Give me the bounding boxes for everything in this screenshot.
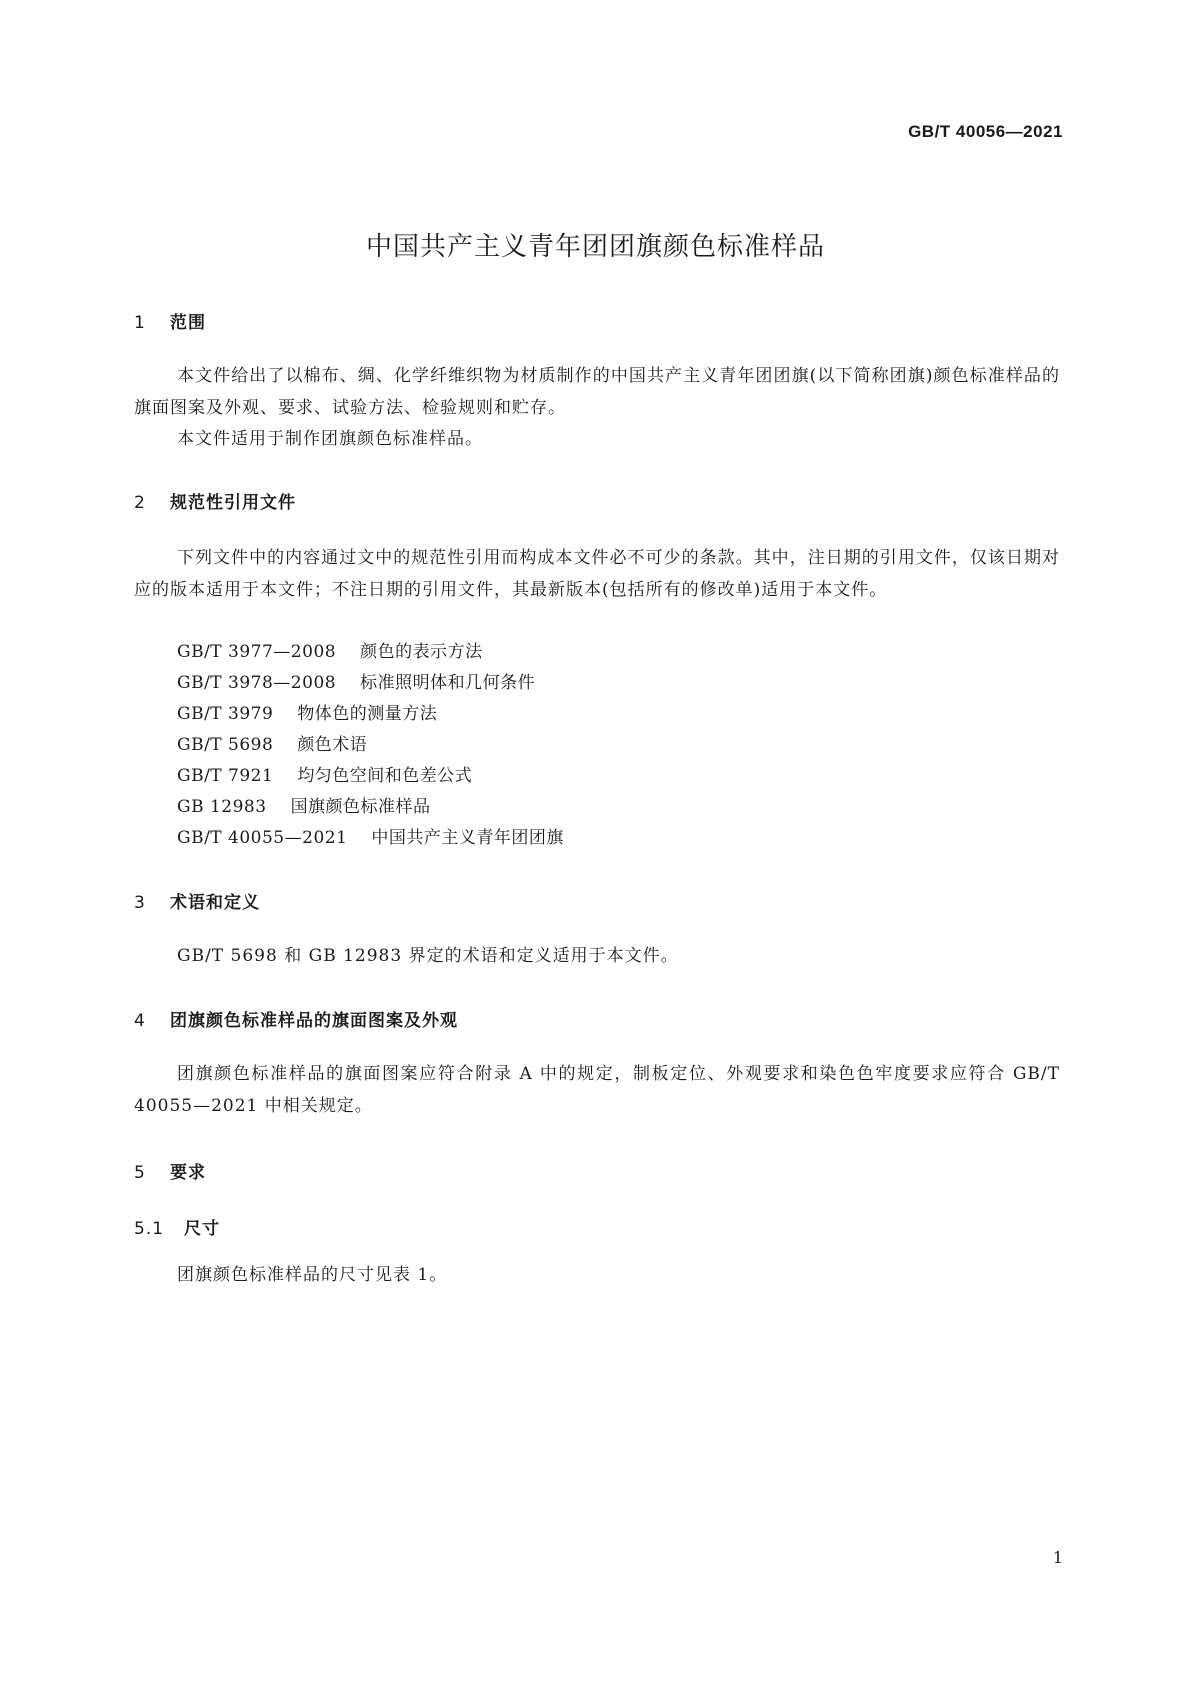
- standard-code: GB/T 40056—2021: [908, 122, 1063, 141]
- section-3-paragraph: GB/T 5698 和 GB 12983 界定的术语和定义适用于本文件。: [177, 946, 679, 966]
- section-4-paragraph: 团旗颜色标准样品的旗面图案应符合附录 A 中的规定，制板定位、外观要求和染色色牢度要求应符合 GB/T 40055—2021 中相关规定。: [134, 1064, 1060, 1116]
- reference-code: GB/T 5698: [177, 735, 274, 755]
- reference-title: 国旗颜色标准样品: [290, 797, 431, 817]
- reference-title: 中国共产主义青年团团旗: [371, 828, 564, 848]
- reference-item: [177, 636, 483, 668]
- section-4-heading: [134, 1006, 458, 1031]
- section-title: 团旗颜色标准样品的旗面图案及外观: [170, 1011, 458, 1031]
- document-title: 中国共产主义青年团团旗颜色标准样品: [365, 232, 825, 262]
- reference-title: 均匀色空间和色差公式: [297, 766, 473, 786]
- section-2-heading: [134, 488, 296, 513]
- section-number: 5.1: [134, 1219, 165, 1239]
- section-1-paragraph-1: 本文件给出了以棉布、绸、化学纤维织物为材质制作的中国共产主义青年团团旗(以下简称团旗)颜色标准样品的旗面图案及外观、要求、试验方法、检验规则和贮存。: [134, 366, 1060, 418]
- section-3-heading: [134, 888, 260, 913]
- reference-title: 颜色的表示方法: [360, 642, 483, 662]
- reference-code: GB/T 3979: [177, 704, 274, 724]
- section-1-paragraph-2: 本文件适用于制作团旗颜色标准样品。: [177, 429, 483, 449]
- section-number: 3: [134, 893, 146, 913]
- section-title: 范围: [170, 313, 206, 333]
- section-number: 4: [134, 1011, 146, 1031]
- reference-item: [177, 698, 437, 730]
- reference-item: [177, 667, 535, 699]
- section-number: 5: [134, 1163, 146, 1183]
- section-number: 2: [134, 493, 146, 513]
- reference-item: [177, 791, 431, 823]
- reference-code: GB/T 3978—2008: [177, 673, 337, 693]
- reference-code: GB/T 3977—2008: [177, 642, 337, 662]
- reference-code: GB/T 7921: [177, 766, 274, 786]
- section-title: 规范性引用文件: [170, 493, 296, 513]
- reference-item: [177, 729, 367, 761]
- section-title: 要求: [170, 1163, 206, 1183]
- section-5-1-paragraph: 团旗颜色标准样品的尺寸见表 1。: [177, 1265, 448, 1285]
- section-title: 术语和定义: [170, 893, 260, 913]
- reference-title: 颜色术语: [297, 735, 368, 755]
- reference-code: GB/T 40055—2021: [177, 828, 348, 848]
- section-1-heading: [134, 308, 206, 333]
- section-number: 1: [134, 313, 146, 333]
- reference-title: 物体色的测量方法: [297, 704, 438, 724]
- section-5-heading: [134, 1158, 206, 1183]
- reference-item: [177, 822, 564, 854]
- reference-title: 标准照明体和几何条件: [360, 673, 536, 693]
- section-title: 尺寸: [184, 1219, 220, 1239]
- section-2-intro: 下列文件中的内容通过文中的规范性引用而构成本文件必不可少的条款。其中，注日期的引用文件，仅该日期对应的版本适用于本文件；不注日期的引用文件，其最新版本(包括所有的修改单)适用于本文件。: [134, 548, 1060, 600]
- reference-code: GB 12983: [177, 797, 267, 817]
- page-number: 1: [1052, 1548, 1063, 1567]
- section-5-1-heading: [134, 1214, 220, 1239]
- reference-item: [177, 760, 472, 792]
